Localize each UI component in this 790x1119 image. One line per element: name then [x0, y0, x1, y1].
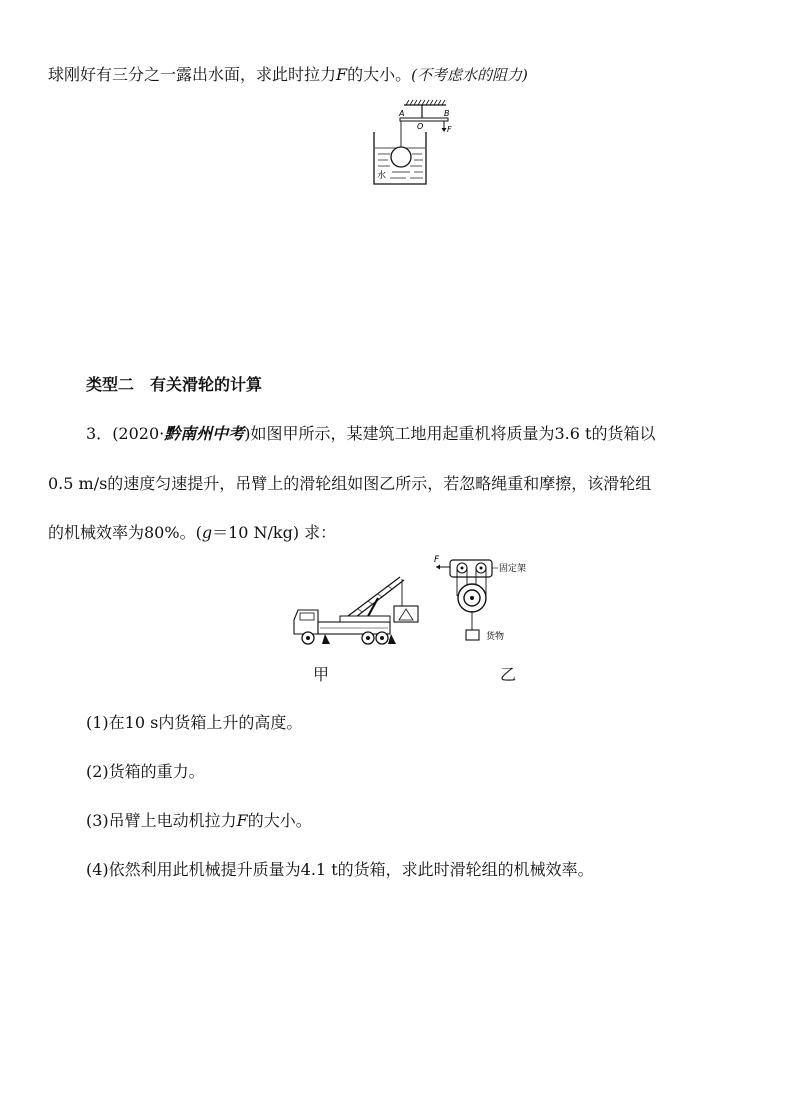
pulley-force-head: [436, 565, 440, 570]
cargo-block: [466, 630, 479, 640]
q3-source-place: 黔南州中考: [164, 424, 245, 443]
label-b: B: [444, 109, 450, 118]
sub-question-1: (1)在10 s内货箱上升的高度。: [86, 713, 303, 732]
lever-water-figure: [370, 98, 460, 190]
label-o: O: [417, 122, 424, 131]
outrigger-right: [388, 634, 396, 644]
fixed-pulley-2-axle: [480, 567, 483, 570]
crane-boom-lattice: [358, 586, 392, 612]
q3-line3-b: ＝10 N/kg) 求：: [212, 523, 337, 542]
pulley-label-f: F: [434, 555, 440, 565]
label-a: A: [399, 109, 405, 118]
section-type: 类型二: [86, 375, 135, 394]
q3-var-g: g: [201, 523, 213, 542]
q3-source-close: ): [244, 424, 251, 443]
q3-line3-a: 的机械效率为80%。(: [48, 523, 202, 542]
q3-source-year: (2020·: [112, 424, 165, 443]
force-arrow-head: [442, 128, 447, 132]
lever-bar: [400, 118, 448, 121]
label-water: 水: [377, 171, 387, 181]
sub-question-3-b: 的大小。: [247, 811, 312, 830]
q3-line-1: [86, 421, 655, 444]
sub-question-4: (4)依然利用此机械提升质量为4.1 t的货箱，求此时滑轮组的机械效率。: [86, 860, 594, 879]
q2-tail-line: [48, 62, 528, 85]
fixed-pulley-1-axle: [461, 567, 464, 570]
q2-var-f: F: [336, 65, 348, 84]
q2-text-a: 球刚好有三分之一露出水面，求此时拉力: [48, 65, 337, 84]
wheel-rear-1-hub: [366, 636, 370, 640]
fixed-frame-label: 固定架: [499, 564, 527, 574]
section-title: 有关滑轮的计算: [150, 375, 263, 394]
q3-line-2: [48, 471, 651, 494]
q3-line1-rest: 如图甲所示，某建筑工地用起重机将质量为3.6 t的货箱以: [250, 424, 656, 443]
sub-question-3: [86, 808, 312, 831]
wheel-rear-2-hub: [380, 636, 384, 640]
q3-line-3: [48, 520, 336, 543]
movable-pulley-axle: [470, 596, 474, 600]
label-f: F: [447, 125, 452, 134]
sub-question-2: (2)货箱的重力。: [86, 762, 205, 781]
crane-truck-figure: [290, 572, 425, 650]
q3-number: 3．: [86, 424, 113, 443]
crane-boom-top: [348, 577, 400, 616]
ball: [391, 147, 411, 167]
outrigger-left: [322, 634, 330, 644]
q3-line2-text: 0.5 m/s的速度匀速提升，吊臂上的滑轮组如图乙所示，若忽略绳重和摩擦，该滑轮组: [48, 474, 652, 493]
q2-note: (不考虑水的阻力): [411, 66, 528, 84]
sub-question-3-a: (3)吊臂上电动机拉力: [86, 811, 237, 830]
caption-yi: 乙: [500, 665, 517, 684]
sub-question-3-var: F: [236, 811, 248, 830]
q2-text-b: 的大小。: [347, 65, 412, 84]
pulley-figure: [432, 552, 547, 652]
cargo-label: 货物: [486, 632, 505, 642]
section-heading: [86, 372, 262, 395]
caption-jia: 甲: [313, 665, 330, 684]
ceiling-hatch: [406, 100, 445, 105]
crane-base: [340, 616, 390, 622]
wheel-front-hub: [306, 636, 310, 640]
